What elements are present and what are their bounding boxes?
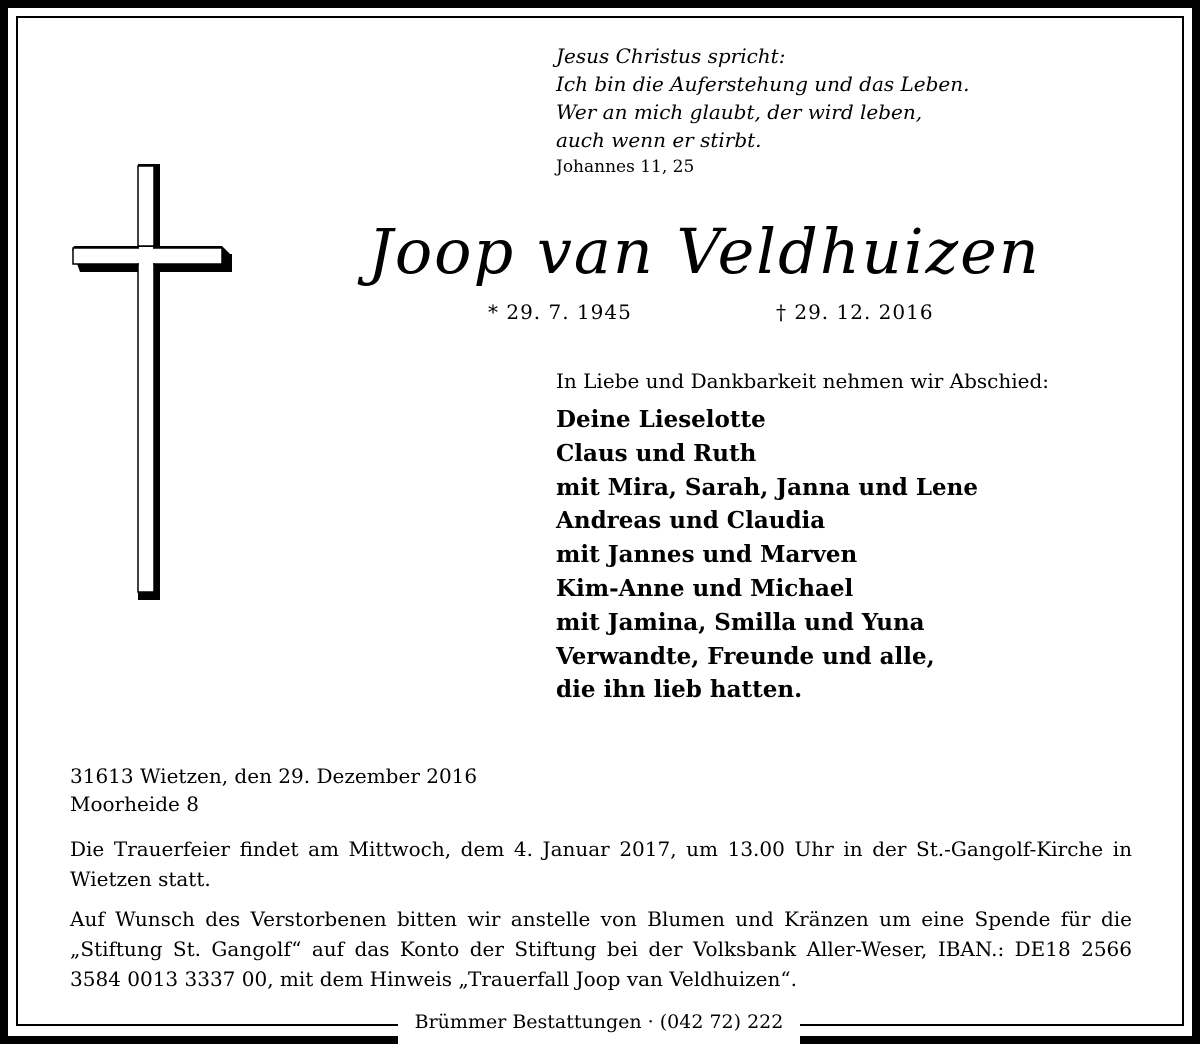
mourner-line: Kim-Anne und Michael <box>556 574 854 602</box>
deceased-name: Joop van Veldhuizen <box>368 215 1041 288</box>
birth-date: * 29. 7. 1945 <box>488 300 632 324</box>
funeral-notice: Die Trauerfeier findet am Mittwoch, dem 4. Januar 2017, um 13.00 Uhr in der St.-Gangolf-Kirche in Wietzen statt. <box>70 837 1132 891</box>
verse-line: Jesus Christus spricht: <box>556 44 786 68</box>
verse-reference: Johannes 11, 25 <box>556 157 695 177</box>
mourners-list <box>556 403 978 707</box>
address-block <box>70 762 477 818</box>
street-address: Moorheide 8 <box>70 792 199 816</box>
mourner-line: mit Mira, Sarah, Janna und Lene <box>556 473 979 501</box>
death-date: † 29. 12. 2016 <box>776 300 934 324</box>
mourner-line: mit Jamina, Smilla und Yuna <box>556 608 925 636</box>
mourner-line: Deine Lieselotte <box>556 406 766 433</box>
mourner-line: Claus und Ruth <box>556 439 757 467</box>
verse-line: auch wenn er stirbt. <box>556 128 762 152</box>
verse-line: Wer an mich glaubt, der wird leben, <box>556 100 923 124</box>
place-and-date: 31613 Wietzen, den 29. Dezember 2016 <box>70 764 478 788</box>
verse-line: Ich bin die Auferstehung und das Leben. <box>556 72 970 96</box>
cross-icon <box>72 164 242 604</box>
mourner-line: die ihn lieb hatten. <box>556 676 803 704</box>
donation-notice: Auf Wunsch des Verstorbenen bitten wir anstelle von Blumen und Kränzen um eine Spende für die „Stiftung St. Gangolf“ auf das Konto der Stiftung bei der Volksbank Aller-Weser, IBAN.: DE18 2566 3584 0013 3337 00, mit dem Hinweis „Trauerfall Joop van Veldhuizen“. <box>70 907 1132 991</box>
funeral-home-footer: Brümmer Bestattungen · (042 72) 222 <box>414 1011 784 1033</box>
mourner-line: Andreas und Claudia <box>556 507 826 535</box>
bible-verse <box>556 42 970 154</box>
farewell-intro: In Liebe und Dankbarkeit nehmen wir Abschied: <box>556 369 1049 393</box>
mourner-line: Verwandte, Freunde und alle, <box>556 642 935 670</box>
mourner-line: mit Jannes und Marven <box>556 541 858 569</box>
